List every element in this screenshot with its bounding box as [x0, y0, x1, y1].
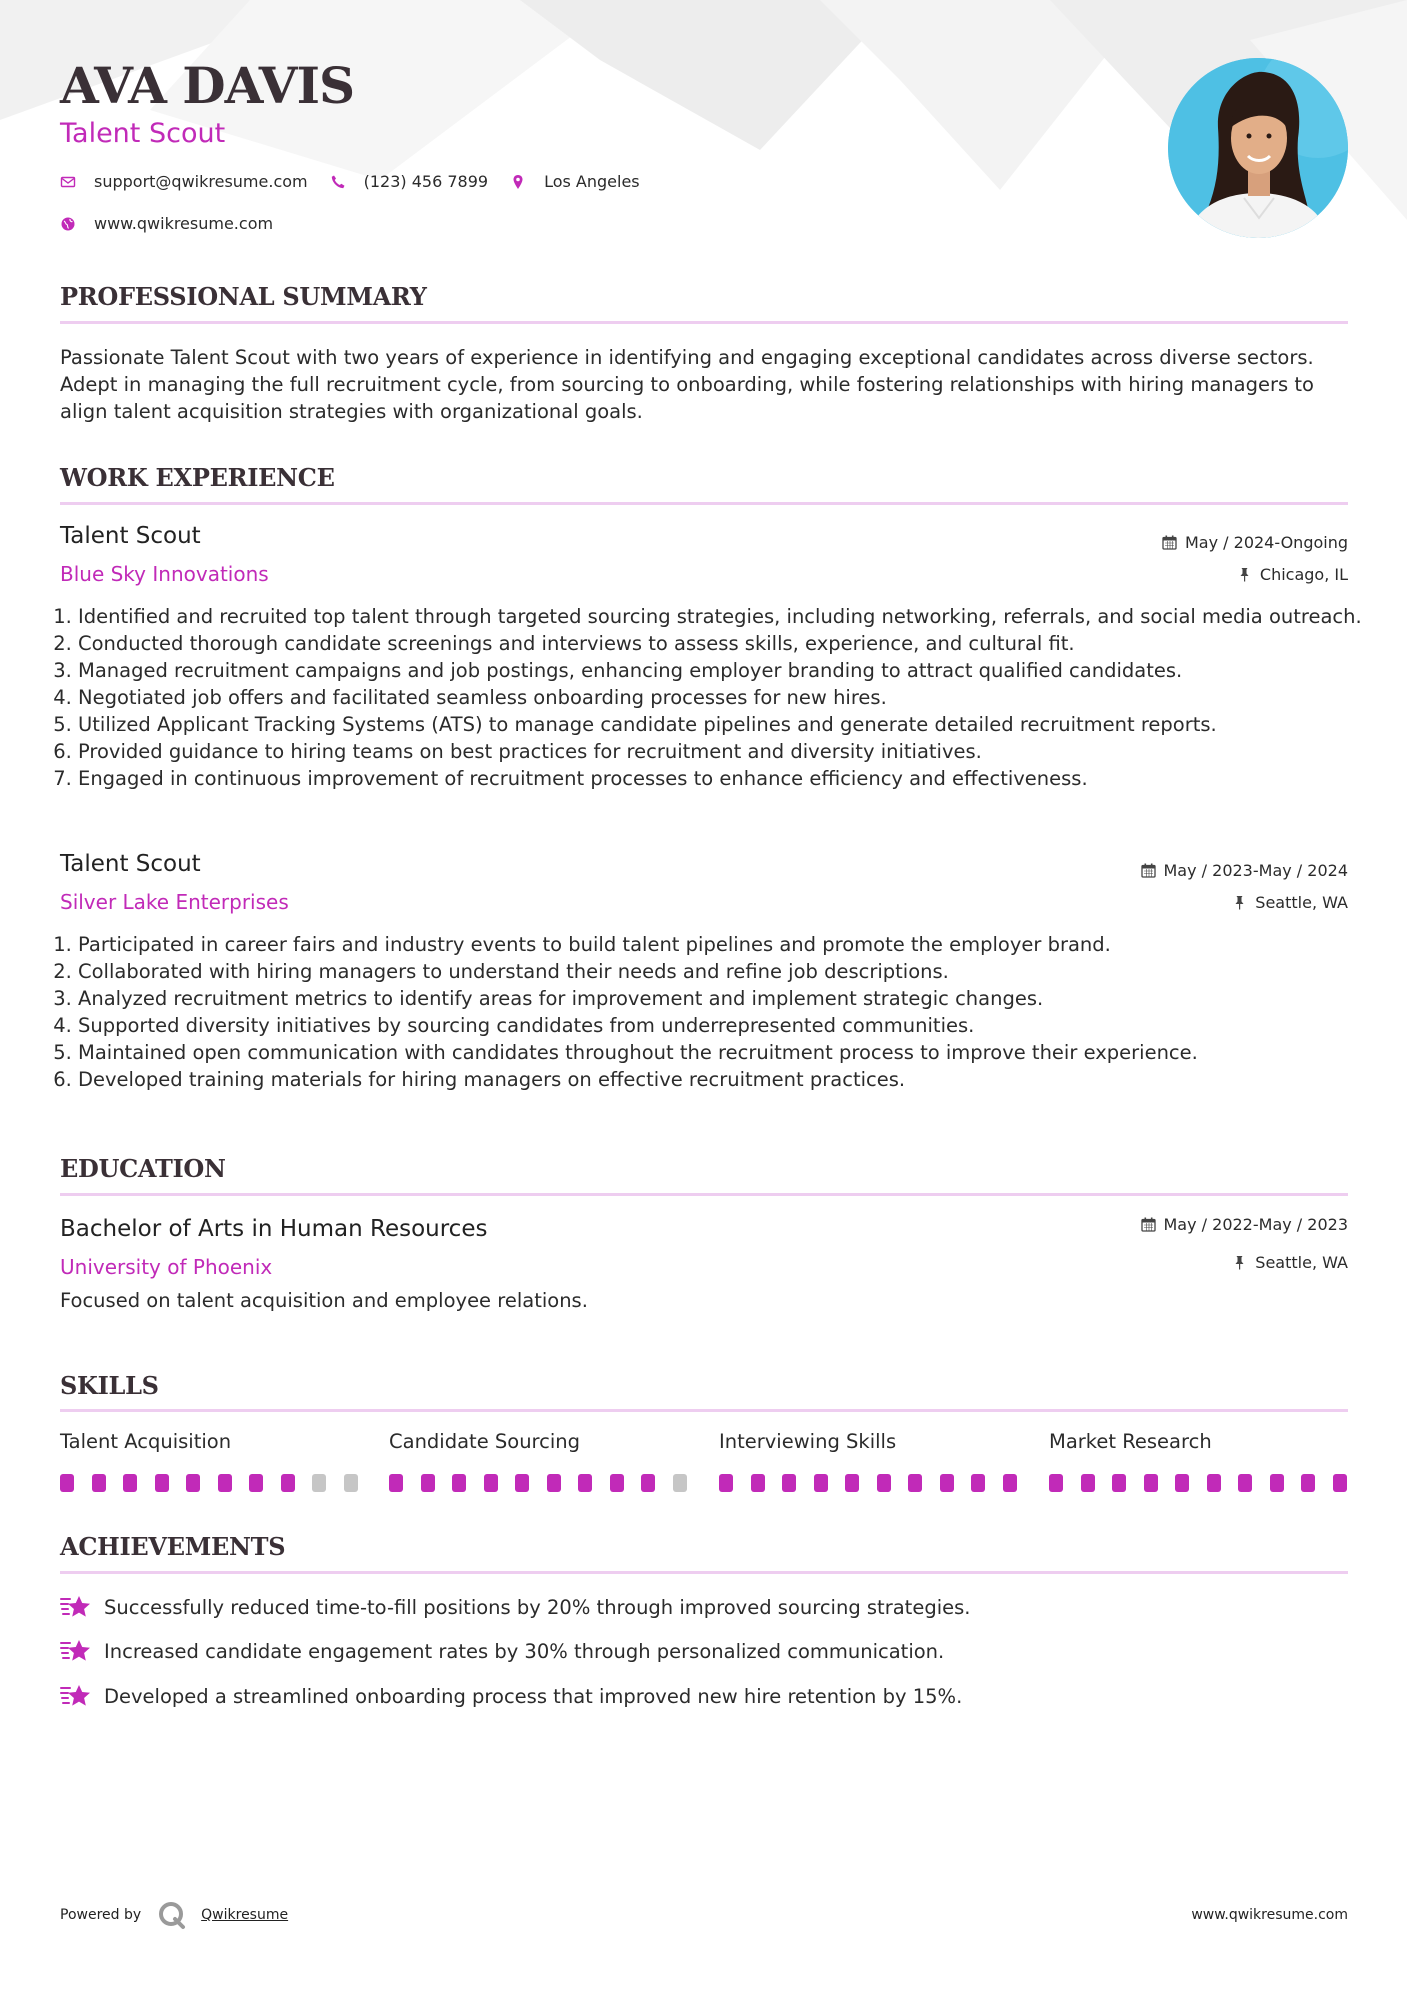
skill-dot-filled	[1175, 1474, 1189, 1492]
skill-dot-filled	[751, 1474, 765, 1492]
skill-dot-filled	[877, 1474, 891, 1492]
skill-dot-filled	[1049, 1474, 1063, 1492]
qwikresume-link[interactable]: Qwikresume	[201, 1907, 289, 1923]
summary-text: Passionate Talent Scout with two years of experience in identifying and engaging exceptional candidates across diverse sectors. Adept in managing the full recruitment cycle, from sourcing to onboarding, while fostering relationships with hiring managers to align talent acquisition strategies with organizational goals.	[60, 346, 1314, 423]
job-date-text: May / 2023-May / 2024	[1163, 861, 1348, 880]
skill-name: Market Research	[1049, 1430, 1212, 1453]
achievement-item	[60, 1593, 970, 1621]
contact-location	[510, 172, 640, 191]
location-text: Los Angeles	[544, 172, 640, 191]
job-company: Silver Lake Enterprises	[60, 890, 289, 914]
list-item: 2. Conducted thorough candidate screenings and interviews to assess skills, experience, and cultural fit.	[78, 630, 1368, 657]
star-icon	[60, 1682, 92, 1710]
map-pin-icon	[510, 174, 526, 190]
candidate-role: Talent Scout	[60, 118, 226, 149]
list-item: 1. Participated in career fairs and industry events to build talent pipelines and promote the employer brand.	[78, 931, 1368, 958]
achievement-item	[60, 1637, 944, 1665]
contact-website[interactable]	[60, 214, 273, 233]
education-degree: Bachelor of Arts in Human Resources	[60, 1216, 488, 1242]
skill-dot-filled	[123, 1474, 137, 1492]
section-title-education: EDUCATION	[60, 1154, 226, 1183]
contact-row	[60, 172, 662, 191]
globe-icon	[60, 216, 76, 232]
website-text: www.qwikresume.com	[94, 214, 274, 233]
footer-powered-by	[60, 1900, 288, 1930]
skill-dot-empty	[673, 1474, 687, 1492]
section-divider	[60, 502, 1348, 505]
section-divider	[60, 321, 1348, 324]
list-item: 6. Provided guidance to hiring teams on best practices for recruitment and diversity initiatives.	[78, 738, 1368, 765]
section-divider	[60, 1409, 1348, 1412]
skill-item	[60, 1430, 360, 1492]
footer-website[interactable]: www.qwikresume.com	[1191, 1907, 1348, 1923]
skill-dot-filled	[155, 1474, 169, 1492]
skill-dot-empty	[344, 1474, 358, 1492]
skill-dot-filled	[719, 1474, 733, 1492]
education-school: University of Phoenix	[60, 1255, 273, 1279]
list-item: 3. Managed recruitment campaigns and job postings, enhancing employer branding to attract qualified candidates.	[78, 657, 1368, 684]
email-text: support@qwikresume.com	[94, 172, 308, 191]
education-date-text: May / 2022-May / 2023	[1163, 1215, 1348, 1234]
skill-dot-filled	[1333, 1474, 1347, 1492]
skill-dot-empty	[312, 1474, 326, 1492]
skill-dot-filled	[610, 1474, 624, 1492]
envelope-icon	[60, 174, 76, 190]
skill-dot-filled	[1144, 1474, 1158, 1492]
achievement-item	[60, 1682, 962, 1710]
skill-dot-filled	[578, 1474, 592, 1492]
skill-dot-filled	[845, 1474, 859, 1492]
job-date-text: May / 2024-Ongoing	[1185, 533, 1348, 552]
skill-dot-filled	[421, 1474, 435, 1492]
list-item: 7. Engaged in continuous improvement of recruitment processes to enhance efficiency and effectiveness.	[78, 765, 1368, 792]
job-date	[1162, 533, 1348, 552]
job-location-text: Chicago, IL	[1259, 565, 1348, 584]
list-item: 4. Supported diversity initiatives by sourcing candidates from underrepresented communities.	[78, 1012, 1368, 1039]
calendar-icon	[1162, 535, 1177, 550]
job-responsibilities	[60, 603, 1368, 792]
skill-dot-filled	[60, 1474, 74, 1492]
skill-rating	[719, 1474, 1019, 1492]
pushpin-icon	[1232, 895, 1247, 910]
skill-dot-filled	[814, 1474, 828, 1492]
star-icon	[60, 1637, 92, 1665]
skill-name: Talent Acquisition	[60, 1430, 232, 1453]
job-date	[1141, 861, 1349, 880]
skill-dot-filled	[1112, 1474, 1126, 1492]
job-responsibilities	[60, 931, 1368, 1093]
skill-dot-filled	[1301, 1474, 1315, 1492]
education-description: Focused on talent acquisition and employee relations.	[60, 1289, 588, 1312]
achievement-text: Increased candidate engagement rates by 30% through personalized communication.	[104, 1639, 945, 1663]
list-item: 6. Developed training materials for hiring managers on effective recruitment practices.	[78, 1066, 1368, 1093]
star-icon	[60, 1593, 92, 1621]
job-location	[1232, 893, 1348, 912]
skill-item	[1049, 1430, 1349, 1492]
skill-dot-filled	[484, 1474, 498, 1492]
pushpin-icon	[1232, 1255, 1247, 1270]
skill-dot-filled	[389, 1474, 403, 1492]
section-title-skills: SKILLS	[60, 1371, 159, 1400]
skill-name: Candidate Sourcing	[389, 1430, 581, 1453]
section-title-achievements: ACHIEVEMENTS	[60, 1532, 286, 1561]
list-item: 2. Collaborated with hiring managers to understand their needs and refine job descriptions.	[78, 958, 1368, 985]
list-item: 4. Negotiated job offers and facilitated seamless onboarding processes for new hires.	[78, 684, 1368, 711]
calendar-icon	[1141, 1217, 1156, 1232]
skill-dot-filled	[249, 1474, 263, 1492]
skill-dot-filled	[452, 1474, 466, 1492]
skill-dot-filled	[971, 1474, 985, 1492]
education-date	[1141, 1215, 1349, 1234]
candidate-name: AVA DAVIS	[60, 56, 355, 115]
skill-dot-filled	[940, 1474, 954, 1492]
skill-dot-filled	[92, 1474, 106, 1492]
list-item: 1. Identified and recruited top talent through targeted sourcing strategies, including networking, referrals, and social media outreach.	[78, 603, 1368, 630]
calendar-icon	[1141, 863, 1156, 878]
skill-dot-filled	[1207, 1474, 1221, 1492]
skill-rating	[1049, 1474, 1349, 1492]
section-title-experience: WORK EXPERIENCE	[60, 463, 335, 492]
skill-dot-filled	[641, 1474, 655, 1492]
skill-item	[389, 1430, 689, 1492]
list-item: 3. Analyzed recruitment metrics to identify areas for improvement and implement strategic changes.	[78, 985, 1368, 1012]
skill-dot-filled	[1270, 1474, 1284, 1492]
skill-dot-filled	[186, 1474, 200, 1492]
skill-dot-filled	[782, 1474, 796, 1492]
phone-text: (123) 456 7899	[363, 172, 489, 191]
section-divider	[60, 1571, 1348, 1574]
section-title-summary: PROFESSIONAL SUMMARY	[60, 282, 427, 311]
qwikresume-logo-icon	[157, 1900, 187, 1930]
contact-email[interactable]	[60, 172, 308, 191]
skill-name: Interviewing Skills	[719, 1430, 897, 1453]
skill-dot-filled	[547, 1474, 561, 1492]
skill-dot-filled	[1081, 1474, 1095, 1492]
achievement-text: Developed a streamlined onboarding process that improved new hire retention by 15%.	[104, 1684, 963, 1708]
skill-rating	[389, 1474, 689, 1492]
skill-dot-filled	[218, 1474, 232, 1492]
pushpin-icon	[1237, 567, 1252, 582]
job-title: Talent Scout	[60, 851, 201, 877]
education-location-text: Seattle, WA	[1255, 1253, 1348, 1272]
job-location-text: Seattle, WA	[1255, 893, 1348, 912]
achievement-text: Successfully reduced time-to-fill positions by 20% through improved sourcing strategies.	[104, 1595, 971, 1619]
skill-rating	[60, 1474, 360, 1492]
skill-dot-filled	[281, 1474, 295, 1492]
section-divider	[60, 1193, 1348, 1196]
powered-by-label: Powered by	[60, 1907, 142, 1923]
contact-phone[interactable]	[330, 172, 488, 191]
list-item: 5. Utilized Applicant Tracking Systems (ATS) to manage candidate pipelines and generate detailed recruitment reports.	[78, 711, 1368, 738]
job-title: Talent Scout	[60, 523, 201, 549]
skill-dot-filled	[1238, 1474, 1252, 1492]
list-item: 5. Maintained open communication with candidates throughout the recruitment process to improve their experience.	[78, 1039, 1368, 1066]
job-location	[1237, 565, 1348, 584]
skill-item	[719, 1430, 1019, 1492]
profile-photo	[1168, 58, 1348, 238]
job-company: Blue Sky Innovations	[60, 562, 269, 586]
skill-dot-filled	[1003, 1474, 1017, 1492]
skill-dot-filled	[908, 1474, 922, 1492]
education-location	[1232, 1253, 1348, 1272]
contact-row	[60, 214, 295, 233]
phone-icon	[330, 174, 346, 190]
skill-dot-filled	[515, 1474, 529, 1492]
